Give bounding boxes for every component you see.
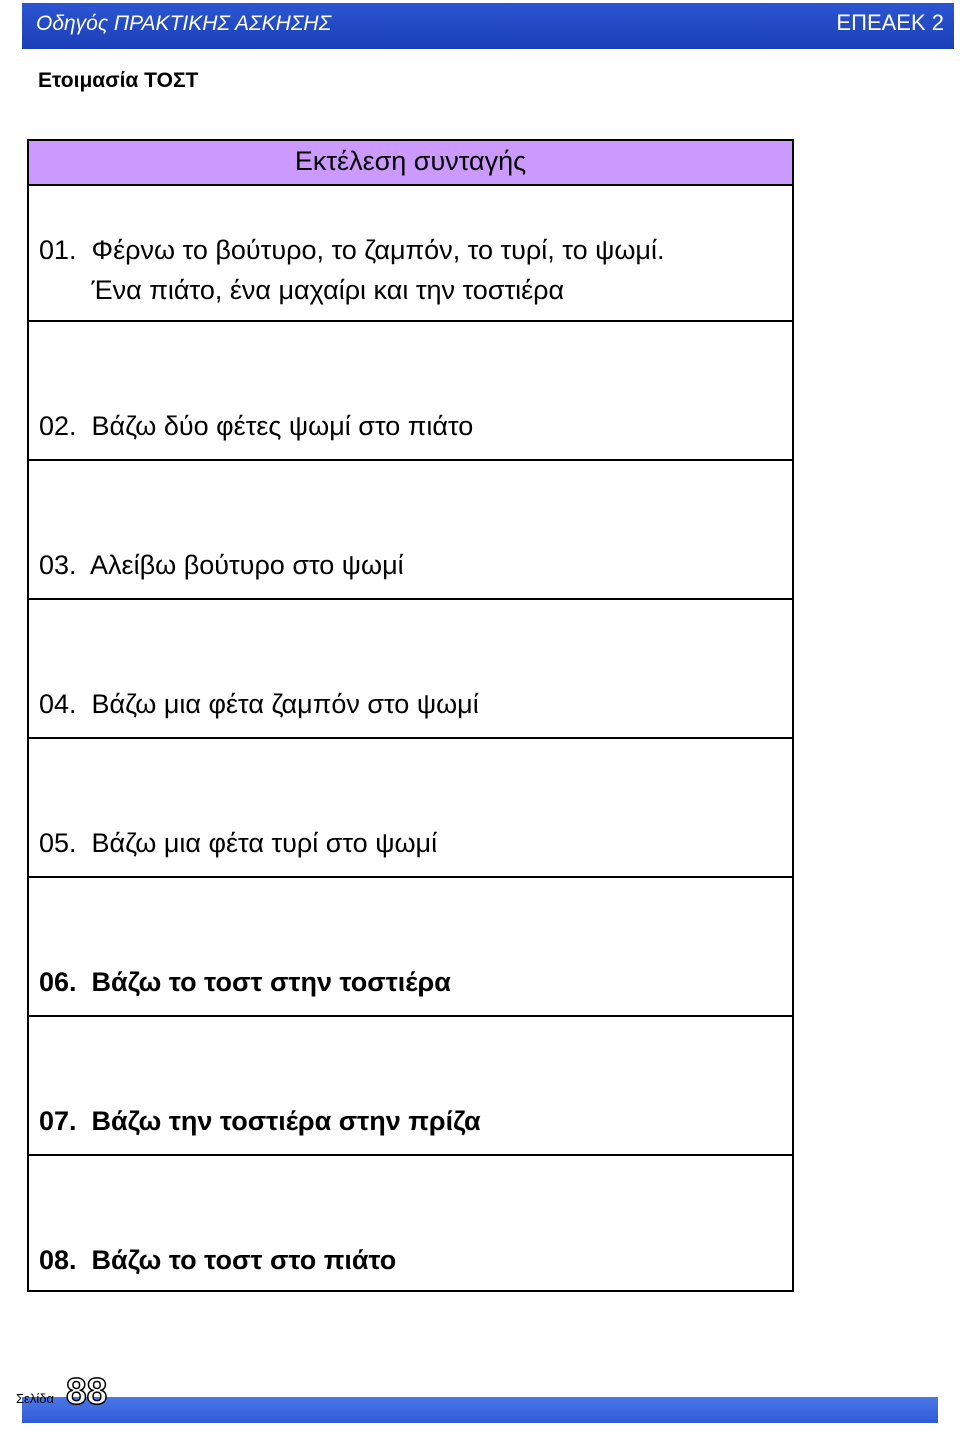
step-row-03 xyxy=(29,461,792,600)
page-number: 88 xyxy=(66,1371,108,1412)
step-row-04 xyxy=(29,600,792,739)
recipe-steps-table xyxy=(27,139,794,1292)
table-header: Εκτέλεση συνταγής xyxy=(29,141,792,186)
step-row-01 xyxy=(29,186,792,322)
step-text: 08. Βάζω το τοστ στο πιάτο xyxy=(39,1245,397,1275)
step-text: 04. Βάζω μια φέτα ζαμπόν στο ψωμί xyxy=(39,689,479,719)
step-text: 05. Βάζω μια φέτα τυρί στο ψωμί xyxy=(39,828,438,858)
step-text: 06. Βάζω το τοστ στην τοστιέρα xyxy=(39,967,451,997)
step-row-07 xyxy=(29,1017,792,1156)
program-label: ΕΠΕΑΕΚ 2 xyxy=(836,10,944,35)
step-text: 02. Βάζω δύο φέτες ψωμί στο πιάτο xyxy=(39,411,474,441)
step-text: 03. Αλείβω βούτυρο στο ψωμί xyxy=(39,550,404,580)
header-bar xyxy=(22,3,954,49)
step-row-08 xyxy=(29,1156,792,1290)
section-title: Ετοιμασία ΤΟΣΤ xyxy=(38,69,199,92)
footer-bar xyxy=(22,1397,938,1423)
page-label: Σελίδα xyxy=(16,1391,54,1406)
step-text: 07. Βάζω την τοστιέρα στην πρίζα xyxy=(39,1106,481,1136)
guide-title: Οδηγός ΠΡΑΚΤΙΚΗΣ ΑΣΚΗΣΗΣ xyxy=(36,12,332,35)
step-text-continued: Ένα πιάτο, ένα μαχαίρι και την τοστιέρα xyxy=(39,275,565,305)
step-row-05 xyxy=(29,739,792,878)
step-row-02 xyxy=(29,322,792,461)
step-row-06 xyxy=(29,878,792,1017)
step-text: 01. Φέρνω το βούτυρο, το ζαμπόν, το τυρί, το ψωμί. xyxy=(39,235,665,265)
